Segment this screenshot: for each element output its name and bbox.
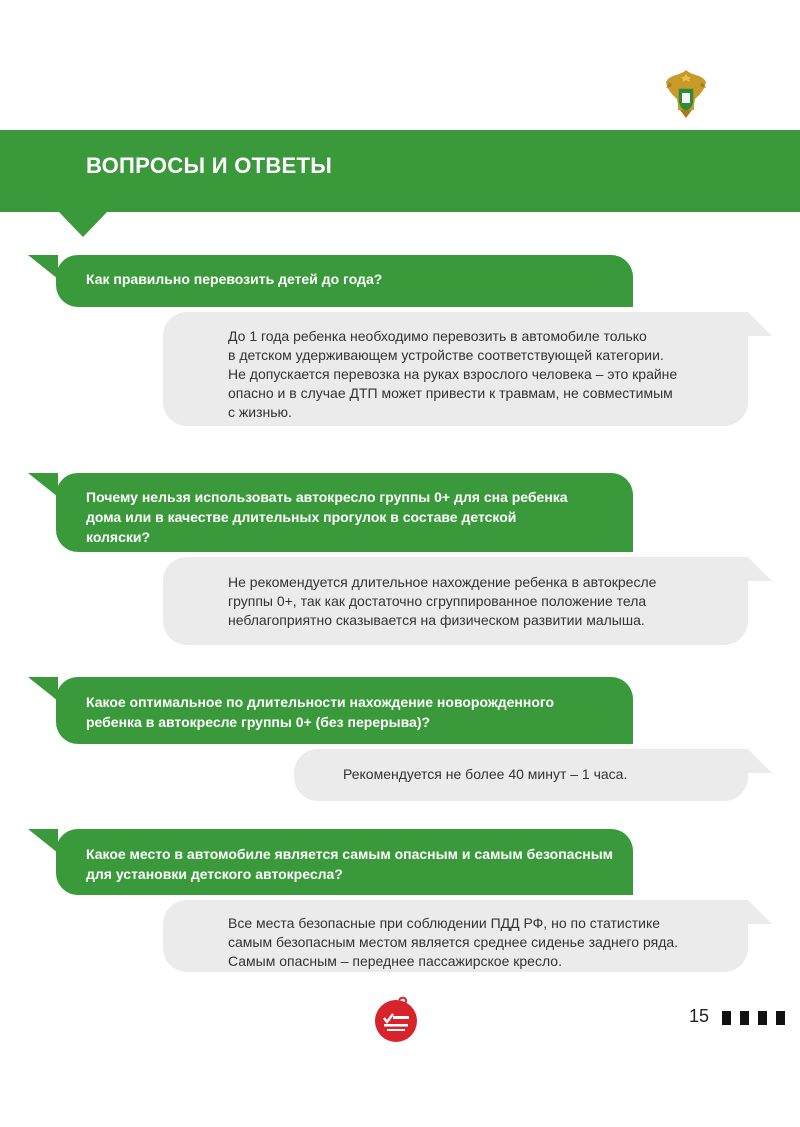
page-mark <box>776 1011 785 1025</box>
page-mark <box>758 1011 767 1025</box>
answer-bubble-tail <box>748 312 772 336</box>
page-title: ВОПРОСЫ И ОТВЕТЫ <box>86 153 333 178</box>
sovet-materey-logo <box>372 996 420 1044</box>
answer-bubble-tail <box>748 557 772 581</box>
answer-bubble-tail <box>748 749 772 773</box>
question-text: Почему нельзя использовать автокресло группы 0+ для сна ребенка дома или в качестве длительных прогулок в составе детской коляски? <box>86 489 568 545</box>
question-bubble-tail <box>28 255 58 279</box>
answer-text: Все места безопасные при соблюдении ПДД РФ, но по статистике самым безопасным местом является среднее сиденье заднего ряда. Самым опасным – переднее пассажирское кресло. <box>228 915 679 969</box>
question-bubble-tail <box>28 473 58 497</box>
question-text: Какое оптимальное по длительности нахождение новорожденного ребенка в автокресле группы 0+ (без перерыва)? <box>86 694 555 730</box>
page-number: 15 <box>689 1006 710 1026</box>
page-mark <box>740 1011 749 1025</box>
page-mark <box>722 1011 731 1025</box>
answer-bubble-tail <box>748 900 772 924</box>
question-text: Как правильно перевозить детей до года? <box>86 271 383 287</box>
coat-of-arms-icon <box>664 66 708 120</box>
header-band-tail <box>58 211 108 237</box>
question-bubble-tail <box>28 677 58 701</box>
answer-text: Не рекомендуется длительное нахождение ребенка в автокресле группы 0+, так как достаточно сгруппированное положение тела неблагоприятно сказывается на физическом развитии малыша. <box>228 574 657 628</box>
answer-text: Рекомендуется не более 40 минут – 1 часа. <box>343 766 628 782</box>
question-bubble-tail <box>28 829 58 853</box>
answer-text: До 1 года ребенка необходимо перевозить в автомобиле только в детском удерживающем устройстве соответствующей категории. Не допускается перевозка на руках взрослого человека – это крайне опасно и в случае ДТП может привести к травмам, не совместимым с жизнью. <box>228 328 678 420</box>
page-marks <box>722 1011 785 1025</box>
question-text: Какое место в автомобиле является самым опасным и самым безопасным для установки детского автокресла? <box>86 846 614 882</box>
